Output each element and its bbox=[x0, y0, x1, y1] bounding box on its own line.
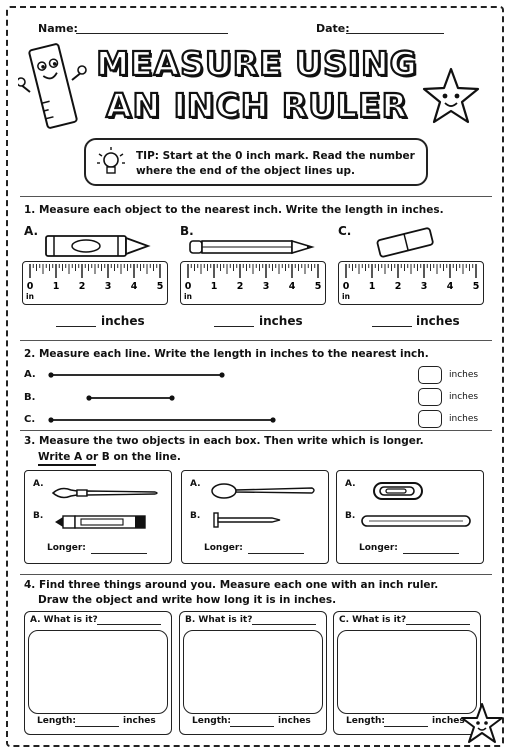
find-c-drawing-area[interactable] bbox=[337, 630, 477, 714]
ruler-c bbox=[338, 261, 484, 305]
ruler-number: 0 bbox=[26, 281, 34, 292]
compare-box-1 bbox=[24, 470, 172, 564]
divider bbox=[20, 196, 492, 197]
question-4-line-1: 4. Find three things around you. Measure each one with an inch ruler. bbox=[24, 579, 439, 591]
find-b-prompt: B. What is it? bbox=[185, 615, 253, 625]
ruler-number: 3 bbox=[104, 281, 112, 292]
pencil-icon bbox=[188, 238, 318, 256]
line-c bbox=[48, 415, 278, 425]
question-3-instruction: Write A or B on the line. bbox=[38, 451, 181, 463]
ruler-unit-label: in bbox=[342, 292, 350, 301]
spoon-icon bbox=[208, 481, 320, 501]
date-field[interactable] bbox=[346, 33, 444, 34]
find-a-length-label: Length: bbox=[37, 716, 76, 726]
ruler-number: 2 bbox=[394, 281, 402, 292]
divider bbox=[20, 430, 492, 431]
ruler-number: 0 bbox=[342, 281, 350, 292]
find-b-unit: inches bbox=[278, 716, 311, 726]
name-field[interactable] bbox=[76, 33, 228, 34]
nail-icon bbox=[212, 511, 284, 529]
question-3: 3. Measure the two objects in each box. Then write which is longer. bbox=[24, 435, 424, 447]
line-c-unit: inches bbox=[449, 414, 479, 424]
ruler-a bbox=[22, 261, 168, 305]
answer-a-unit: inches bbox=[101, 314, 145, 328]
ruler-number: 0 bbox=[184, 281, 192, 292]
ruler-number: 3 bbox=[262, 281, 270, 292]
find-b-drawing-area[interactable] bbox=[183, 630, 323, 714]
find-c-unit: inches bbox=[432, 716, 465, 726]
ruler-number: 5 bbox=[314, 281, 322, 292]
tip-box bbox=[84, 138, 428, 186]
ruler-number: 4 bbox=[288, 281, 296, 292]
find-c-prompt: C. What is it? bbox=[339, 615, 407, 625]
date-label: Date: bbox=[316, 22, 350, 35]
find-c-name-field[interactable] bbox=[406, 624, 470, 625]
answer-c-line[interactable] bbox=[372, 326, 412, 327]
answer-b-line[interactable] bbox=[214, 326, 254, 327]
box-3-longer-label: Longer: bbox=[359, 543, 398, 553]
tip-text: TIP: Start at the 0 inch mark. Read the number where the end of the object lines up. bbox=[136, 150, 415, 177]
box-1-a-letter: A. bbox=[33, 479, 44, 489]
ruler-number: 2 bbox=[78, 281, 86, 292]
ruler-number: 4 bbox=[130, 281, 138, 292]
find-a-length-field[interactable] bbox=[75, 726, 119, 727]
find-a-unit: inches bbox=[123, 716, 156, 726]
paper-clip-icon bbox=[371, 479, 427, 503]
compare-box-3 bbox=[336, 470, 484, 564]
ruler-number: 2 bbox=[236, 281, 244, 292]
question-2: 2. Measure each line. Write the length in inches to the nearest inch. bbox=[24, 348, 429, 360]
item-b-letter: B. bbox=[180, 224, 194, 238]
paintbrush-icon bbox=[51, 483, 161, 503]
answer-b-unit: inches bbox=[259, 314, 303, 328]
find-a-name-field[interactable] bbox=[97, 624, 161, 625]
line-a-unit: inches bbox=[449, 370, 479, 380]
title-line-2: AN INCH RULER bbox=[105, 86, 409, 125]
crayon-icon bbox=[40, 232, 152, 260]
title-line-1: MEASURE USING bbox=[96, 44, 418, 83]
line-b-unit: inches bbox=[449, 392, 479, 402]
box-1-longer-field[interactable] bbox=[91, 553, 147, 554]
item-c-letter: C. bbox=[338, 224, 352, 238]
line-c-letter: C. bbox=[24, 414, 36, 425]
box-1-b-letter: B. bbox=[33, 511, 44, 521]
line-a-letter: A. bbox=[24, 369, 36, 380]
find-box-b bbox=[179, 611, 327, 735]
find-box-c bbox=[333, 611, 481, 735]
stick-icon bbox=[359, 513, 475, 529]
find-b-length-label: Length: bbox=[192, 716, 231, 726]
ruler-number: 5 bbox=[472, 281, 480, 292]
answer-a-line[interactable] bbox=[56, 326, 96, 327]
find-c-length-label: Length: bbox=[346, 716, 385, 726]
find-b-name-field[interactable] bbox=[252, 624, 316, 625]
instruction-underline bbox=[38, 464, 96, 466]
question-4-line-2: Draw the object and write how long it is in inches. bbox=[38, 594, 337, 606]
answer-c-unit: inches bbox=[416, 314, 460, 328]
ruler-unit-label: in bbox=[184, 292, 192, 301]
ruler-number: 5 bbox=[156, 281, 164, 292]
line-b-letter: B. bbox=[24, 392, 36, 403]
box-3-b-letter: B. bbox=[345, 511, 356, 521]
ruler-number: 1 bbox=[210, 281, 218, 292]
marker-icon bbox=[51, 513, 151, 531]
corner-star-icon bbox=[460, 702, 504, 746]
compare-box-2 bbox=[181, 470, 329, 564]
line-a-answer-box[interactable] bbox=[418, 366, 442, 384]
star-mascot-icon bbox=[420, 66, 482, 128]
ruler-number: 1 bbox=[52, 281, 60, 292]
find-a-prompt: A. What is it? bbox=[30, 615, 98, 625]
find-c-length-field[interactable] bbox=[384, 726, 428, 727]
line-c-answer-box[interactable] bbox=[418, 410, 442, 428]
box-1-longer-label: Longer: bbox=[47, 543, 86, 553]
box-2-longer-field[interactable] bbox=[248, 553, 304, 554]
box-3-a-letter: A. bbox=[345, 479, 356, 489]
item-a-letter: A. bbox=[24, 224, 39, 238]
ruler-number: 3 bbox=[420, 281, 428, 292]
ruler-number: 4 bbox=[446, 281, 454, 292]
line-a bbox=[48, 370, 228, 380]
ruler-number: 1 bbox=[368, 281, 376, 292]
find-box-a bbox=[24, 611, 172, 735]
find-b-length-field[interactable] bbox=[230, 726, 274, 727]
question-1: 1. Measure each object to the nearest inch. Write the length in inches. bbox=[24, 204, 444, 216]
box-2-longer-label: Longer: bbox=[204, 543, 243, 553]
ruler-mascot-icon bbox=[18, 40, 88, 132]
box-2-a-letter: A. bbox=[190, 479, 201, 489]
line-b-answer-box[interactable] bbox=[418, 388, 442, 406]
eraser-icon bbox=[372, 226, 438, 258]
ruler-unit-label: in bbox=[26, 292, 34, 301]
name-label: Name: bbox=[38, 22, 78, 35]
divider bbox=[20, 340, 492, 341]
divider bbox=[20, 574, 492, 575]
find-a-drawing-area[interactable] bbox=[28, 630, 168, 714]
ruler-b bbox=[180, 261, 326, 305]
box-2-b-letter: B. bbox=[190, 511, 201, 521]
box-3-longer-field[interactable] bbox=[403, 553, 459, 554]
lightbulb-icon bbox=[96, 146, 126, 180]
line-b bbox=[86, 393, 176, 403]
